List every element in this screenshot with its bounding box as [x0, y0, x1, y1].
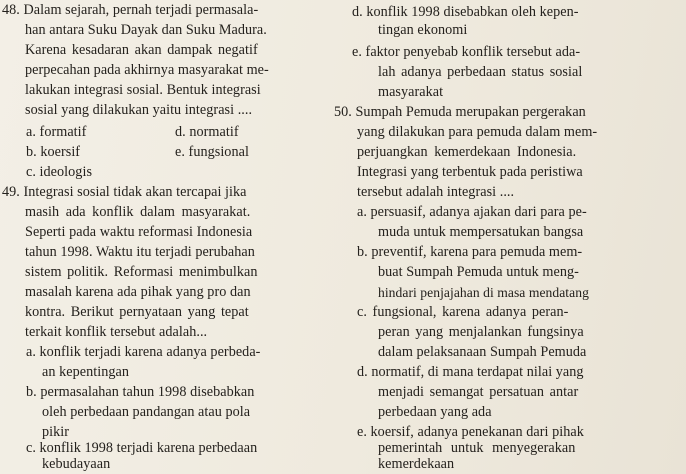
q50-option-d-line-1: d. normatif, di mana terdapat nilai yang: [357, 364, 584, 380]
q49-stem-line-6: masalah karena ada pihak yang pro dan: [25, 284, 251, 300]
q50-option-a-line-1: a. persuasif, adanya ajakan dari para pe-: [357, 204, 587, 220]
q49-option-e-line-2: lah adanya perbedaan status sosial: [378, 64, 583, 80]
q48-option-c: c. ideologis: [26, 164, 93, 180]
q48-stem-line-4: perpecahan pada akhirnya masyarakat me-: [25, 62, 269, 78]
q48-option-a: a. formatif: [26, 124, 87, 140]
q49-stem-line-7: kontra. Berikut pernyataan yang tepat: [25, 304, 249, 320]
q50-option-c-line-1: c. fungsional, karena adanya peran-: [357, 304, 569, 320]
q50-option-e-line-1: e. koersif, adanya penekanan dari pihak: [357, 424, 584, 440]
q50-stem-line-3: perjuangkan kemerdekaan Indonesia.: [357, 144, 577, 160]
q48-stem-line-1: 48. Dalam sejarah, pernah terjadi permasala-: [2, 2, 259, 18]
q48-option-b: b. koersif: [26, 144, 81, 160]
q49-stem-line-1: 49. Integrasi sosial tidak akan tercapai jika: [2, 184, 247, 200]
q48-option-d: d. normatif: [175, 124, 239, 140]
q49-option-a-line-2: an kepentingan: [42, 364, 129, 380]
q50-option-b-line-3: hindari penjajahan di masa mendatang: [378, 285, 589, 300]
q50-stem-line-5: tersebut adalah integrasi ....: [357, 184, 515, 200]
q50-option-e-line-3: kemerdekaan: [378, 456, 455, 472]
q48-stem-line-2: han antara Suku Dayak dan Suku Madura.: [25, 22, 267, 38]
q49-stem-line-2: masih ada konflik dalam masyarakat.: [25, 204, 251, 220]
q49-option-d-line-1: d. konflik 1998 disebabkan oleh kepen-: [352, 4, 579, 20]
q49-option-b-line-1: b. permasalahan tahun 1998 disebabkan: [26, 384, 255, 400]
q50-option-c-line-3: dalam pelaksanaan Sumpah Pemuda: [378, 344, 587, 360]
q49-option-d-line-2: tingan ekonomi: [378, 22, 468, 38]
q48-option-e: e. fungsional: [175, 144, 249, 160]
q50-option-a-line-2: muda untuk mempersatukan bangsa: [378, 224, 584, 240]
q48-stem-line-6: sosial yang dilakukan yaitu integrasi ....: [25, 102, 253, 118]
q49-stem-line-8: terkait konflik tersebut adalah...: [25, 324, 208, 340]
q49-stem-line-5: sistem politik. Reformasi menimbulkan: [25, 264, 258, 280]
q50-option-d-line-2: menjadi semangat persatuan antar: [378, 384, 579, 400]
q49-option-e-line-1: e. faktor penyebab konflik tersebut ada-: [352, 44, 581, 60]
q49-option-e-line-3: masyarakat: [378, 84, 444, 100]
q49-option-c-line-2: kebudayaan: [42, 456, 111, 472]
q50-stem-line-4: Integrasi yang terbentuk pada peristiwa: [357, 164, 583, 180]
q48-stem-line-5: lakukan integrasi sosial. Bentuk integrasi: [25, 82, 261, 98]
q49-option-b-line-2: oleh perbedaan pandangan atau pola: [42, 404, 251, 420]
q50-option-e-line-2: pemerintah untuk menyegerakan: [378, 440, 576, 456]
q49-option-c-line-1: c. konflik 1998 terjadi karena perbedaan: [26, 440, 258, 456]
q50-stem-line-1: 50. Sumpah Pemuda merupakan pergerakan: [334, 104, 586, 120]
q49-stem-line-4: tahun 1998. Waktu itu terjadi perubahan: [25, 244, 255, 260]
q50-option-b-line-2: buat Sumpah Pemuda untuk meng-: [378, 264, 579, 280]
q50-stem-line-2: yang dilakukan para pemuda dalam mem-: [357, 124, 598, 140]
q49-option-b-line-3: pikir: [42, 424, 70, 440]
q49-option-a-line-1: a. konflik terjadi karena adanya perbeda-: [26, 344, 261, 360]
q48-stem-line-3: Karena kesadaran akan dampak negatif: [25, 42, 258, 58]
q50-option-d-line-3: perbedaan yang ada: [378, 404, 492, 420]
q50-option-b-line-1: b. preventif, karena para pemuda mem-: [357, 244, 583, 260]
q49-stem-line-3: Seperti pada waktu reformasi Indonesia: [25, 224, 253, 240]
q50-option-c-line-2: peran yang menjalankan fungsinya: [378, 324, 584, 340]
